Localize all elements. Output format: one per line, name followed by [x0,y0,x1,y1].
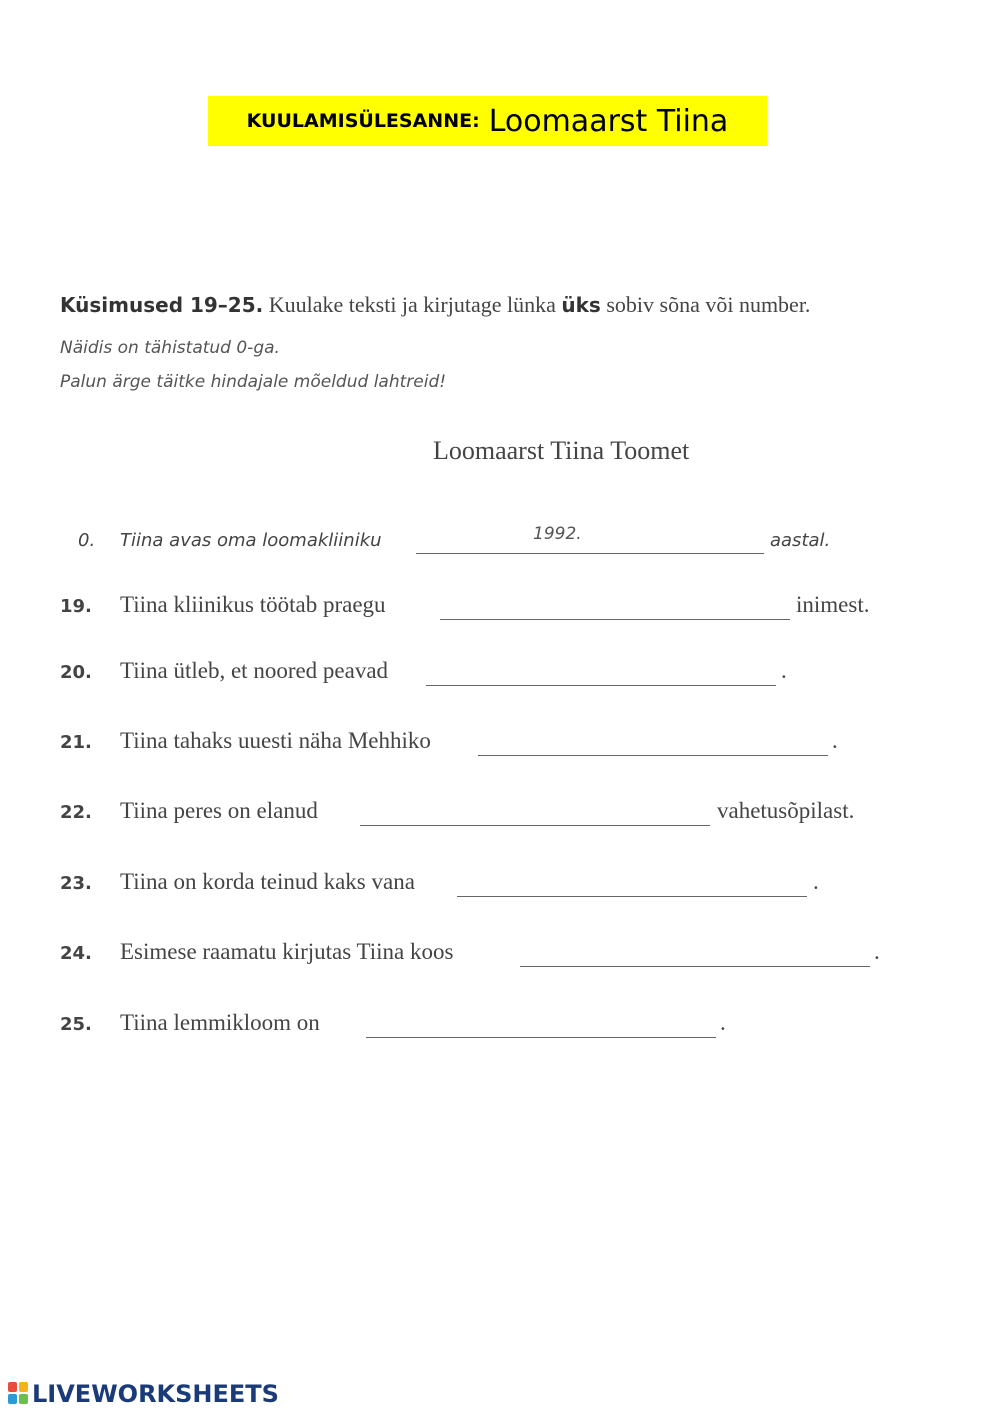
question-text: Tiina tahaks uuesti näha Mehhiko [120,728,431,753]
question-row [0,796,1000,836]
answer-blank[interactable] [440,618,790,620]
example-text: Tiina avas oma loomakliiniku [120,530,382,551]
header-label: KUULAMISÜLESANNE: [246,110,480,132]
footer-brand [8,1380,279,1408]
example-blank [416,552,764,554]
question-text: Esimese raamatu kirjutas Tiina koos [120,939,454,964]
example-number: 0. [78,530,96,551]
instructions-text-before: Kuulake teksti ja kirjutage lünka [263,292,562,317]
section-subtitle: Loomaarst Tiina Toomet [433,436,690,465]
question-after: . [832,728,838,753]
question-text: Tiina on korda teinud kaks vana [120,869,415,894]
example-after: aastal. [770,530,831,551]
instructions-text-after: sobiv sõna või number. [600,292,811,317]
answer-blank[interactable] [520,965,870,967]
question-row [0,590,1000,630]
liveworksheets-logo-icon [8,1382,30,1406]
question-text: Tiina peres on elanud [120,798,318,823]
question-row [0,937,1000,977]
note-example: Näidis on tähistatud 0-ga. [60,338,280,358]
question-number: 19. [60,596,92,617]
question-row [0,656,1000,696]
question-row [0,1008,1000,1048]
question-after: . [813,869,819,894]
example-row [0,524,1000,564]
answer-blank[interactable] [426,684,776,686]
question-number: 21. [60,732,92,753]
questions-label: Küsimused 19–25. [60,293,264,317]
question-after: inimest. [796,592,870,617]
answer-blank[interactable] [457,895,807,897]
example-answer: 1992. [533,524,582,544]
answer-blank[interactable] [478,754,828,756]
question-number: 22. [60,802,92,823]
question-after: . [781,658,787,683]
question-row [0,726,1000,766]
answer-blank[interactable] [366,1036,716,1038]
question-text: Tiina lemmikloom on [120,1010,320,1035]
question-text: Tiina ütleb, et noored peavad [120,658,389,683]
question-number: 20. [60,662,92,683]
worksheet-header [208,96,767,146]
header-title: Loomaarst Tiina [488,103,729,139]
question-row [0,867,1000,907]
question-number: 25. [60,1014,92,1035]
instructions [60,292,810,318]
instructions-emphasis: üks [561,293,601,317]
question-after: . [874,939,880,964]
brand-name: LIVEWORKSHEETS [32,1380,279,1408]
question-text: Tiina kliinikus töötab praegu [120,592,386,617]
question-number: 24. [60,943,92,964]
answer-blank[interactable] [360,824,710,826]
note-warning: Palun ärge täitke hindajale mõeldud lahtreid! [60,372,447,392]
question-after: . [720,1010,726,1035]
question-after: vahetusõpilast. [717,798,855,823]
question-number: 23. [60,873,92,894]
